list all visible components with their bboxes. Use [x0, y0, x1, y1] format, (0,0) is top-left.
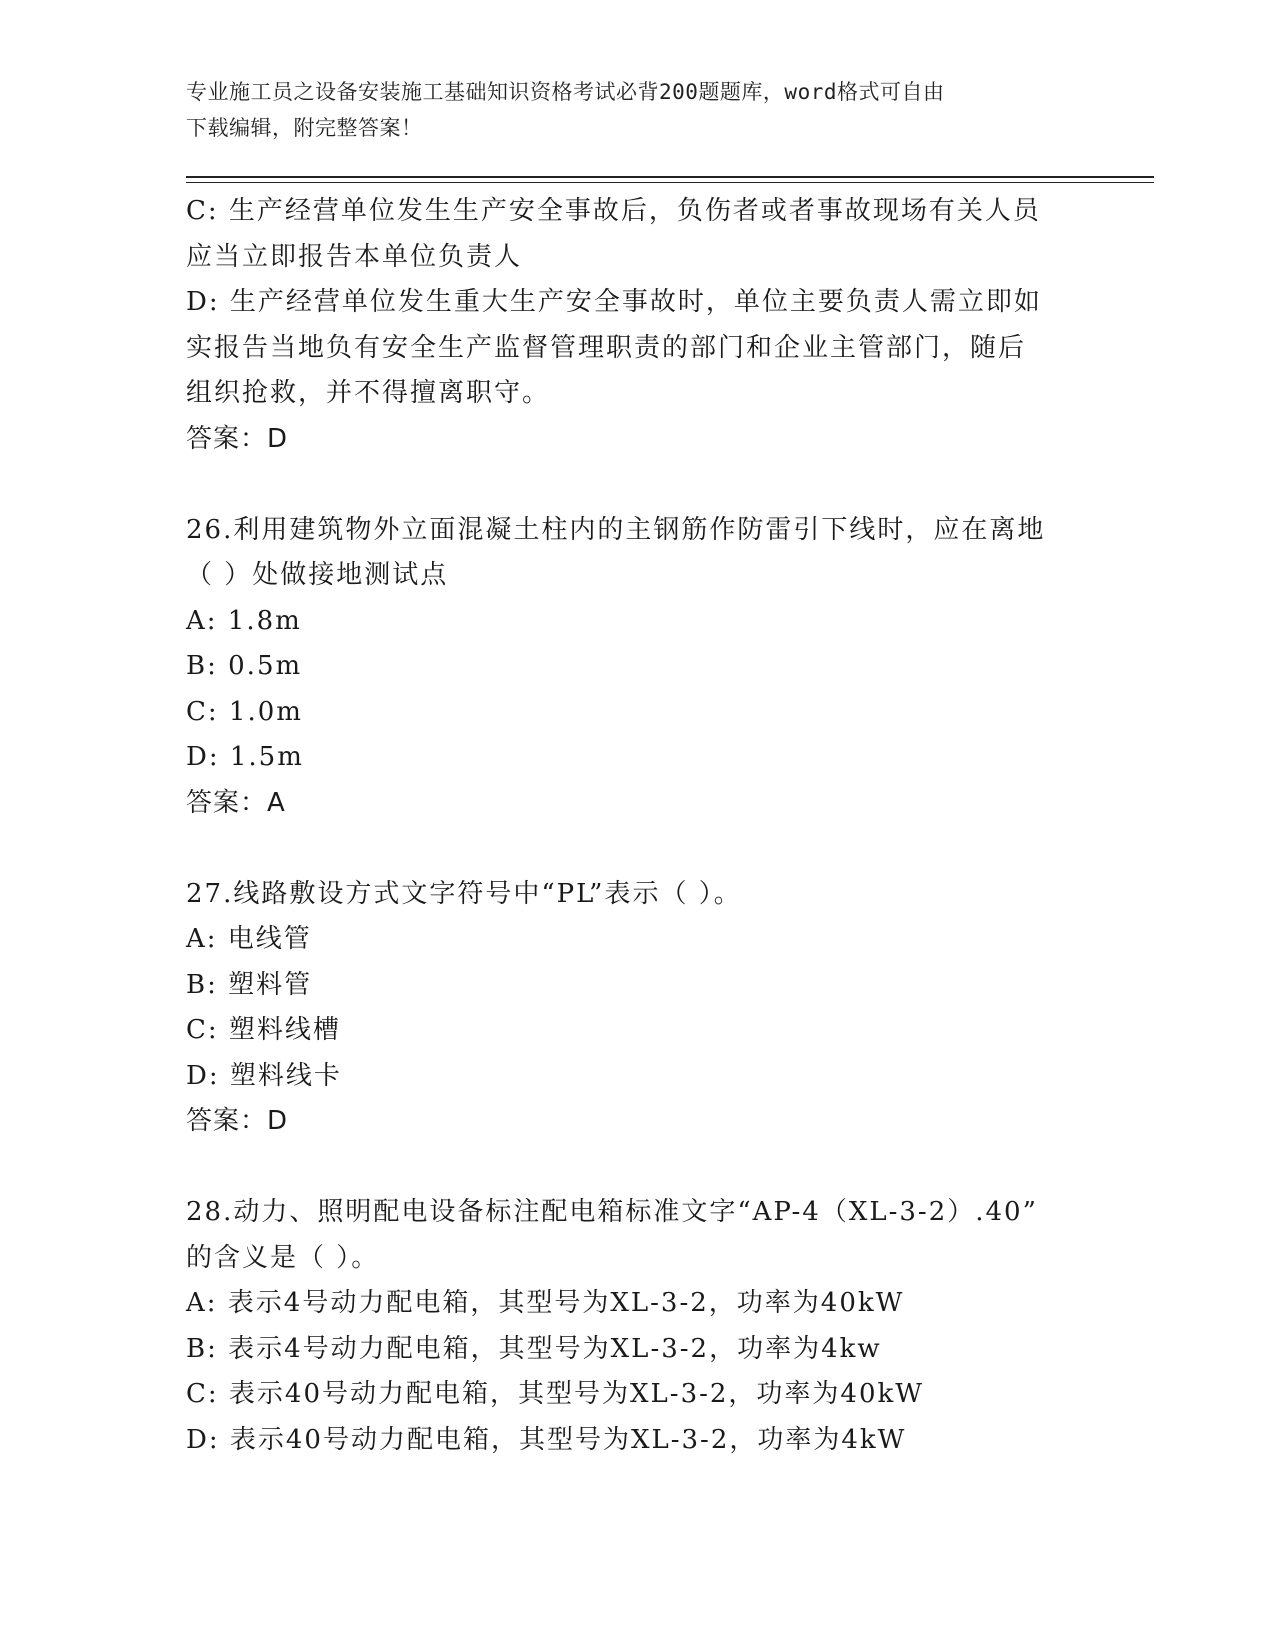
- question-28: [186, 1190, 1086, 1463]
- option-b: B: 表示4号动力配电箱，其型号为XL-3-2，功率为4kw: [186, 1333, 882, 1364]
- document-body: [186, 189, 1086, 1463]
- header-divider-thin: [186, 182, 1154, 183]
- header-divider-thick: [186, 176, 1154, 178]
- document-header: [186, 74, 1086, 146]
- question-stem-line-2: 的含义是（ ）。: [186, 1242, 380, 1273]
- spacer: [186, 1145, 1086, 1191]
- answer-line: 答案：D: [186, 1106, 289, 1136]
- option-a: A: 表示4号动力配电箱，其型号为XL-3-2，功率为40kW: [186, 1288, 905, 1318]
- option-b: B: 0.5m: [186, 651, 303, 681]
- option-d: D: 塑料线卡: [186, 1060, 342, 1091]
- question-25-tail: [186, 189, 1086, 462]
- option-d: D: 1.5m: [186, 742, 304, 772]
- option-c: C: 表示40号动力配电箱，其型号为XL-3-2，功率为40kW: [186, 1379, 924, 1409]
- option-d-line-1: D: 生产经营单位发生重大生产安全事故时，单位主要负责人需立即如: [186, 287, 1042, 317]
- option-d-line-3: 组织抢救，并不得擅离职守。: [186, 378, 551, 408]
- header-line-2: 下载编辑，附完整答案！: [186, 116, 423, 140]
- option-c: C: 1.0m: [186, 696, 303, 727]
- option-a: A: 电线管: [186, 924, 312, 954]
- option-b: B: 塑料管: [186, 969, 313, 1000]
- question-stem-line-1: 27.线路敷设方式文字符号中“PL”表示（ ）。: [186, 878, 742, 909]
- question-stem-line-2: （ ）处做接地测试点: [186, 560, 449, 590]
- option-d-line-2: 实报告当地负有安全生产监督管理职责的部门和企业主管部门，随后: [186, 332, 1027, 363]
- option-c-line-2: 应当立即报告本单位负责人: [186, 241, 523, 272]
- question-26: [186, 508, 1086, 827]
- answer-line: 答案：D: [186, 423, 289, 454]
- answer-line: 答案：A: [186, 787, 286, 818]
- header-line-1: 专业施工员之设备安装施工基础知识资格考试必背200题题库，word格式可自由: [186, 80, 945, 104]
- option-d: D: 表示40号动力配电箱，其型号为XL-3-2，功率为4kW: [186, 1424, 907, 1455]
- spacer: [186, 826, 1086, 872]
- question-stem-line-1: 28.动力、照明配电设备标注配电箱标准文字“AP-4（XL-3-2）.40”: [186, 1197, 1038, 1227]
- question-27: [186, 872, 1086, 1145]
- option-c: C: 塑料线槽: [186, 1015, 341, 1045]
- option-c-line-1: C: 生产经营单位发生生产安全事故后，负伤者或者事故现场有关人员: [186, 196, 1041, 226]
- spacer: [186, 462, 1086, 508]
- question-stem-line-1: 26.利用建筑物外立面混凝土柱内的主钢筋作防雷引下线时，应在离地: [186, 514, 1046, 545]
- option-a: A: 1.8m: [186, 605, 302, 636]
